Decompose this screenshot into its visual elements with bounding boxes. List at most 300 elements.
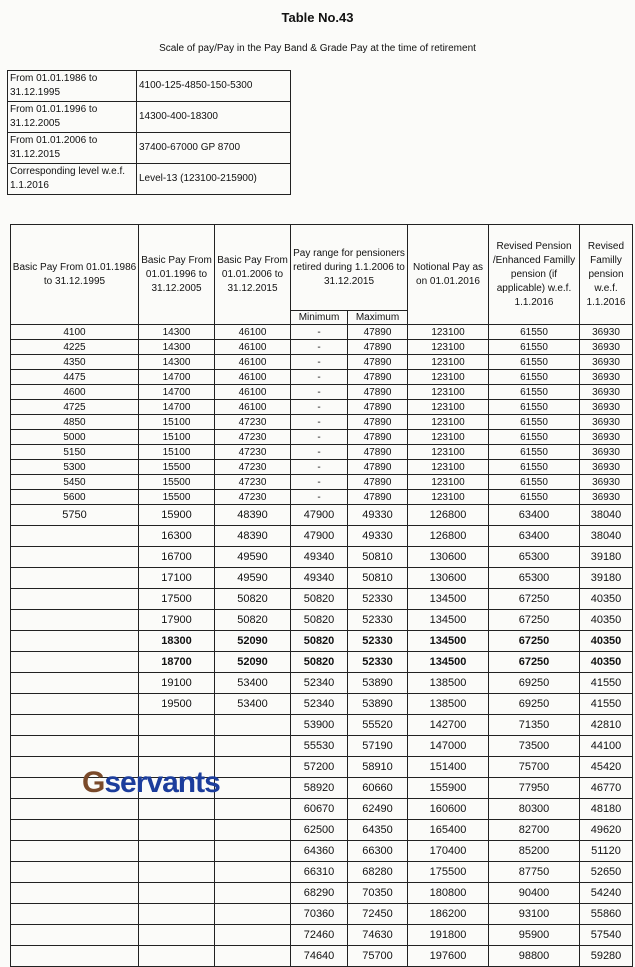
cell-range-minimum: 60670 xyxy=(291,799,348,820)
cell-basic-pay-2006 xyxy=(215,757,291,778)
table-row xyxy=(11,490,633,505)
table-row xyxy=(11,430,633,445)
cell-range-maximum: 64350 xyxy=(348,820,408,841)
cell-basic-pay-1996: 14300 xyxy=(139,340,215,355)
cell-range-minimum: - xyxy=(291,475,348,490)
cell-basic-pay-2006: 48390 xyxy=(215,505,291,526)
info-row xyxy=(8,102,291,133)
cell-family-pension: 39180 xyxy=(580,568,633,589)
cell-revised-pension: 98800 xyxy=(489,946,580,967)
header-pay-range: Pay range for pensioners retired during 1.1.2006 to 31.12.2015 xyxy=(291,225,408,311)
cell-basic-pay-1986: 5000 xyxy=(11,430,139,445)
cell-family-pension: 40350 xyxy=(580,652,633,673)
cell-basic-pay-1996 xyxy=(139,799,215,820)
cell-notional-pay: 147000 xyxy=(408,736,489,757)
cell-basic-pay-2006: 52090 xyxy=(215,631,291,652)
cell-range-minimum: - xyxy=(291,445,348,460)
cell-revised-pension: 61550 xyxy=(489,340,580,355)
cell-notional-pay: 165400 xyxy=(408,820,489,841)
cell-basic-pay-1996 xyxy=(139,841,215,862)
cell-range-minimum: 50820 xyxy=(291,631,348,652)
cell-basic-pay-2006: 46100 xyxy=(215,340,291,355)
cell-family-pension: 39180 xyxy=(580,547,633,568)
cell-basic-pay-1986: 5150 xyxy=(11,445,139,460)
cell-revised-pension: 67250 xyxy=(489,631,580,652)
cell-notional-pay: 142700 xyxy=(408,715,489,736)
cell-basic-pay-1986 xyxy=(11,673,139,694)
cell-notional-pay: 123100 xyxy=(408,400,489,415)
cell-basic-pay-1986: 5450 xyxy=(11,475,139,490)
cell-range-maximum: 62490 xyxy=(348,799,408,820)
cell-family-pension: 52650 xyxy=(580,862,633,883)
cell-basic-pay-2006 xyxy=(215,820,291,841)
cell-range-minimum: 47900 xyxy=(291,505,348,526)
cell-basic-pay-1986 xyxy=(11,925,139,946)
cell-family-pension: 42810 xyxy=(580,715,633,736)
cell-family-pension: 36930 xyxy=(580,490,633,505)
cell-range-maximum: 47890 xyxy=(348,475,408,490)
table-row xyxy=(11,694,633,715)
cell-notional-pay: 126800 xyxy=(408,505,489,526)
cell-basic-pay-2006 xyxy=(215,715,291,736)
cell-range-maximum: 47890 xyxy=(348,355,408,370)
cell-family-pension: 36930 xyxy=(580,385,633,400)
cell-basic-pay-1996: 16700 xyxy=(139,547,215,568)
cell-revised-pension: 73500 xyxy=(489,736,580,757)
cell-range-minimum: 50820 xyxy=(291,652,348,673)
cell-basic-pay-1986 xyxy=(11,841,139,862)
cell-range-maximum: 47890 xyxy=(348,400,408,415)
cell-notional-pay: 134500 xyxy=(408,652,489,673)
cell-notional-pay: 123100 xyxy=(408,475,489,490)
info-row xyxy=(8,164,291,195)
cell-basic-pay-1986 xyxy=(11,694,139,715)
header-basic-pay-1996: Basic Pay From 01.01.1996 to 31.12.2005 xyxy=(139,225,215,325)
table-row xyxy=(11,568,633,589)
cell-revised-pension: 65300 xyxy=(489,568,580,589)
cell-family-pension: 55860 xyxy=(580,904,633,925)
cell-range-maximum: 53890 xyxy=(348,694,408,715)
gservants-watermark xyxy=(82,766,220,800)
cell-range-minimum: - xyxy=(291,355,348,370)
cell-range-minimum: 50820 xyxy=(291,610,348,631)
cell-family-pension: 36930 xyxy=(580,430,633,445)
table-row xyxy=(11,862,633,883)
table-row xyxy=(11,736,633,757)
cell-range-minimum: - xyxy=(291,460,348,475)
cell-basic-pay-2006 xyxy=(215,904,291,925)
cell-basic-pay-1996 xyxy=(139,883,215,904)
cell-range-minimum: - xyxy=(291,430,348,445)
cell-basic-pay-1986: 4475 xyxy=(11,370,139,385)
table-row xyxy=(11,631,633,652)
cell-basic-pay-1986: 5750 xyxy=(11,505,139,526)
cell-range-maximum: 47890 xyxy=(348,430,408,445)
cell-basic-pay-1996 xyxy=(139,862,215,883)
info-label: From 01.01.1996 to 31.12.2005 xyxy=(8,102,137,133)
cell-basic-pay-1986 xyxy=(11,820,139,841)
cell-revised-pension: 67250 xyxy=(489,589,580,610)
cell-range-minimum: 58920 xyxy=(291,778,348,799)
cell-family-pension: 36930 xyxy=(580,415,633,430)
watermark-initial: G xyxy=(82,766,105,799)
cell-family-pension: 38040 xyxy=(580,505,633,526)
cell-basic-pay-2006: 49590 xyxy=(215,568,291,589)
cell-range-maximum: 50810 xyxy=(348,547,408,568)
table-row xyxy=(11,820,633,841)
cell-revised-pension: 87750 xyxy=(489,862,580,883)
cell-range-minimum: 62500 xyxy=(291,820,348,841)
cell-basic-pay-1986 xyxy=(11,883,139,904)
cell-family-pension: 49620 xyxy=(580,820,633,841)
cell-revised-pension: 75700 xyxy=(489,757,580,778)
table-row xyxy=(11,325,633,340)
cell-revised-pension: 67250 xyxy=(489,652,580,673)
table-row xyxy=(11,883,633,904)
table-subtitle: Scale of pay/Pay in the Pay Band & Grade Pay at the time of retirement xyxy=(159,43,476,54)
cell-notional-pay: 134500 xyxy=(408,589,489,610)
cell-family-pension: 40350 xyxy=(580,610,633,631)
table-row xyxy=(11,505,633,526)
cell-notional-pay: 123100 xyxy=(408,385,489,400)
cell-range-maximum: 52330 xyxy=(348,631,408,652)
cell-basic-pay-1996: 19500 xyxy=(139,694,215,715)
cell-revised-pension: 65300 xyxy=(489,547,580,568)
cell-range-maximum: 58910 xyxy=(348,757,408,778)
cell-basic-pay-2006: 53400 xyxy=(215,673,291,694)
cell-range-minimum: 52340 xyxy=(291,694,348,715)
cell-notional-pay: 186200 xyxy=(408,904,489,925)
cell-family-pension: 41550 xyxy=(580,673,633,694)
cell-range-maximum: 50810 xyxy=(348,568,408,589)
cell-basic-pay-1996: 15100 xyxy=(139,445,215,460)
cell-notional-pay: 134500 xyxy=(408,631,489,652)
cell-basic-pay-1986: 4850 xyxy=(11,415,139,430)
cell-notional-pay: 138500 xyxy=(408,673,489,694)
cell-range-maximum: 49330 xyxy=(348,526,408,547)
cell-basic-pay-1996 xyxy=(139,946,215,967)
cell-basic-pay-1996: 17900 xyxy=(139,610,215,631)
header-revised-family-pension: Revised Familly pension w.e.f. 1.1.2016 xyxy=(580,225,633,325)
cell-basic-pay-2006 xyxy=(215,736,291,757)
table-row xyxy=(11,715,633,736)
cell-basic-pay-1996: 15900 xyxy=(139,505,215,526)
cell-basic-pay-1986 xyxy=(11,526,139,547)
cell-range-maximum: 47890 xyxy=(348,460,408,475)
watermark-text: servants xyxy=(104,766,220,799)
cell-basic-pay-2006: 47230 xyxy=(215,490,291,505)
cell-family-pension: 36930 xyxy=(580,325,633,340)
cell-notional-pay: 134500 xyxy=(408,610,489,631)
cell-family-pension: 44100 xyxy=(580,736,633,757)
cell-revised-pension: 69250 xyxy=(489,694,580,715)
cell-family-pension: 38040 xyxy=(580,526,633,547)
cell-basic-pay-1986 xyxy=(11,547,139,568)
cell-range-minimum: 74640 xyxy=(291,946,348,967)
table-row xyxy=(11,385,633,400)
cell-basic-pay-1996: 15500 xyxy=(139,475,215,490)
cell-range-maximum: 47890 xyxy=(348,490,408,505)
cell-range-minimum: - xyxy=(291,325,348,340)
cell-basic-pay-2006 xyxy=(215,841,291,862)
cell-revised-pension: 61550 xyxy=(489,385,580,400)
cell-range-maximum: 47890 xyxy=(348,370,408,385)
cell-basic-pay-1996 xyxy=(139,925,215,946)
cell-basic-pay-2006 xyxy=(215,883,291,904)
cell-family-pension: 36930 xyxy=(580,475,633,490)
cell-basic-pay-1996: 18700 xyxy=(139,652,215,673)
table-row xyxy=(11,589,633,610)
cell-range-maximum: 47890 xyxy=(348,415,408,430)
cell-range-maximum: 53890 xyxy=(348,673,408,694)
header-basic-pay-2006: Basic Pay From 01.01.2006 to 31.12.2015 xyxy=(215,225,291,325)
cell-basic-pay-1986 xyxy=(11,799,139,820)
cell-notional-pay: 123100 xyxy=(408,415,489,430)
cell-basic-pay-1996 xyxy=(139,904,215,925)
table-row xyxy=(11,799,633,820)
cell-range-minimum: 72460 xyxy=(291,925,348,946)
cell-family-pension: 46770 xyxy=(580,778,633,799)
cell-notional-pay: 155900 xyxy=(408,778,489,799)
table-row xyxy=(11,355,633,370)
header-maximum: Maximum xyxy=(348,311,408,325)
cell-revised-pension: 82700 xyxy=(489,820,580,841)
cell-notional-pay: 138500 xyxy=(408,694,489,715)
info-value: 4100-125-4850-150-5300 xyxy=(137,71,291,102)
cell-revised-pension: 61550 xyxy=(489,400,580,415)
cell-revised-pension: 61550 xyxy=(489,325,580,340)
cell-basic-pay-1986: 5300 xyxy=(11,460,139,475)
table-row xyxy=(11,445,633,460)
cell-range-minimum: 70360 xyxy=(291,904,348,925)
header-revised-pension: Revised Pension /Enhanced Familly pension (if applicable) w.e.f. 1.1.2016 xyxy=(489,225,580,325)
cell-family-pension: 45420 xyxy=(580,757,633,778)
table-row xyxy=(11,841,633,862)
cell-range-maximum: 72450 xyxy=(348,904,408,925)
cell-notional-pay: 175500 xyxy=(408,862,489,883)
table-title: Table No.43 xyxy=(281,10,354,25)
cell-basic-pay-1986: 4350 xyxy=(11,355,139,370)
cell-revised-pension: 93100 xyxy=(489,904,580,925)
cell-range-minimum: 64360 xyxy=(291,841,348,862)
cell-family-pension: 51120 xyxy=(580,841,633,862)
cell-range-minimum: 49340 xyxy=(291,568,348,589)
cell-basic-pay-1986 xyxy=(11,946,139,967)
cell-basic-pay-1986 xyxy=(11,631,139,652)
cell-revised-pension: 61550 xyxy=(489,370,580,385)
cell-basic-pay-1996 xyxy=(139,715,215,736)
cell-basic-pay-1986: 4725 xyxy=(11,400,139,415)
cell-family-pension: 36930 xyxy=(580,340,633,355)
cell-basic-pay-2006: 46100 xyxy=(215,355,291,370)
cell-notional-pay: 123100 xyxy=(408,445,489,460)
cell-basic-pay-1986 xyxy=(11,610,139,631)
cell-family-pension: 36930 xyxy=(580,370,633,385)
info-value: 37400-67000 GP 8700 xyxy=(137,133,291,164)
cell-basic-pay-1986 xyxy=(11,568,139,589)
cell-notional-pay: 123100 xyxy=(408,370,489,385)
cell-revised-pension: 85200 xyxy=(489,841,580,862)
cell-range-maximum: 47890 xyxy=(348,445,408,460)
cell-basic-pay-1996: 15100 xyxy=(139,430,215,445)
cell-range-minimum: - xyxy=(291,370,348,385)
cell-basic-pay-2006 xyxy=(215,946,291,967)
cell-basic-pay-1986 xyxy=(11,652,139,673)
cell-range-minimum: - xyxy=(291,400,348,415)
cell-basic-pay-1986 xyxy=(11,715,139,736)
cell-basic-pay-1996: 17100 xyxy=(139,568,215,589)
table-row xyxy=(11,370,633,385)
info-row xyxy=(8,71,291,102)
cell-basic-pay-2006 xyxy=(215,925,291,946)
cell-basic-pay-1986 xyxy=(11,904,139,925)
cell-basic-pay-2006: 47230 xyxy=(215,475,291,490)
table-row xyxy=(11,547,633,568)
cell-range-minimum: 68290 xyxy=(291,883,348,904)
cell-basic-pay-2006: 46100 xyxy=(215,400,291,415)
cell-range-maximum: 68280 xyxy=(348,862,408,883)
cell-notional-pay: 180800 xyxy=(408,883,489,904)
header-basic-pay-1986: Basic Pay From 01.01.1986 to 31.12.1995 xyxy=(11,225,139,325)
info-value: Level-13 (123100-215900) xyxy=(137,164,291,195)
table-row xyxy=(11,673,633,694)
cell-revised-pension: 61550 xyxy=(489,355,580,370)
cell-basic-pay-1996: 14300 xyxy=(139,325,215,340)
table-row xyxy=(11,475,633,490)
cell-basic-pay-1986 xyxy=(11,862,139,883)
cell-basic-pay-2006: 46100 xyxy=(215,325,291,340)
cell-basic-pay-1996: 19100 xyxy=(139,673,215,694)
cell-basic-pay-2006: 47230 xyxy=(215,430,291,445)
cell-notional-pay: 123100 xyxy=(408,355,489,370)
cell-revised-pension: 61550 xyxy=(489,475,580,490)
cell-notional-pay: 170400 xyxy=(408,841,489,862)
cell-range-minimum: - xyxy=(291,340,348,355)
table-row xyxy=(11,946,633,967)
cell-range-minimum: 52340 xyxy=(291,673,348,694)
cell-basic-pay-1996: 14700 xyxy=(139,400,215,415)
cell-basic-pay-2006: 49590 xyxy=(215,547,291,568)
cell-family-pension: 54240 xyxy=(580,883,633,904)
cell-basic-pay-2006: 47230 xyxy=(215,415,291,430)
pension-table xyxy=(10,224,633,967)
cell-notional-pay: 126800 xyxy=(408,526,489,547)
cell-basic-pay-2006: 52090 xyxy=(215,652,291,673)
cell-basic-pay-1986 xyxy=(11,589,139,610)
cell-basic-pay-1996: 14700 xyxy=(139,385,215,400)
info-label: From 01.01.2006 to 31.12.2015 xyxy=(8,133,137,164)
cell-range-maximum: 70350 xyxy=(348,883,408,904)
cell-notional-pay: 123100 xyxy=(408,325,489,340)
cell-basic-pay-2006: 46100 xyxy=(215,385,291,400)
cell-family-pension: 41550 xyxy=(580,694,633,715)
cell-range-maximum: 52330 xyxy=(348,610,408,631)
cell-basic-pay-1996: 15100 xyxy=(139,415,215,430)
cell-basic-pay-1996: 14700 xyxy=(139,370,215,385)
cell-revised-pension: 61550 xyxy=(489,460,580,475)
cell-family-pension: 36930 xyxy=(580,445,633,460)
cell-family-pension: 59280 xyxy=(580,946,633,967)
table-row xyxy=(11,610,633,631)
cell-range-maximum: 75700 xyxy=(348,946,408,967)
cell-notional-pay: 191800 xyxy=(408,925,489,946)
cell-family-pension: 36930 xyxy=(580,355,633,370)
cell-revised-pension: 61550 xyxy=(489,490,580,505)
cell-range-maximum: 47890 xyxy=(348,325,408,340)
cell-basic-pay-1996 xyxy=(139,736,215,757)
cell-revised-pension: 67250 xyxy=(489,610,580,631)
cell-revised-pension: 61550 xyxy=(489,430,580,445)
cell-range-minimum: 50820 xyxy=(291,589,348,610)
table-row xyxy=(11,415,633,430)
cell-range-maximum: 57190 xyxy=(348,736,408,757)
cell-revised-pension: 61550 xyxy=(489,415,580,430)
pay-scale-info-table xyxy=(7,70,291,195)
cell-revised-pension: 80300 xyxy=(489,799,580,820)
cell-notional-pay: 130600 xyxy=(408,568,489,589)
cell-basic-pay-1986: 4100 xyxy=(11,325,139,340)
cell-basic-pay-2006: 53400 xyxy=(215,694,291,715)
cell-revised-pension: 90400 xyxy=(489,883,580,904)
header-notional-pay: Notional Pay as on 01.01.2016 xyxy=(408,225,489,325)
cell-basic-pay-2006: 47230 xyxy=(215,460,291,475)
cell-revised-pension: 71350 xyxy=(489,715,580,736)
cell-basic-pay-2006: 50820 xyxy=(215,589,291,610)
cell-notional-pay: 151400 xyxy=(408,757,489,778)
cell-notional-pay: 123100 xyxy=(408,430,489,445)
cell-range-minimum: 66310 xyxy=(291,862,348,883)
cell-basic-pay-2006: 46100 xyxy=(215,370,291,385)
cell-range-maximum: 74630 xyxy=(348,925,408,946)
cell-family-pension: 48180 xyxy=(580,799,633,820)
cell-basic-pay-2006: 50820 xyxy=(215,610,291,631)
cell-notional-pay: 197600 xyxy=(408,946,489,967)
cell-notional-pay: 123100 xyxy=(408,460,489,475)
cell-range-minimum: 53900 xyxy=(291,715,348,736)
cell-range-maximum: 52330 xyxy=(348,652,408,673)
cell-notional-pay: 123100 xyxy=(408,340,489,355)
info-label: Corresponding level w.e.f. 1.1.2016 xyxy=(8,164,137,195)
cell-basic-pay-1996: 14300 xyxy=(139,355,215,370)
cell-range-minimum: - xyxy=(291,385,348,400)
cell-basic-pay-1996 xyxy=(139,820,215,841)
info-value: 14300-400-18300 xyxy=(137,102,291,133)
table-row xyxy=(11,904,633,925)
cell-family-pension: 57540 xyxy=(580,925,633,946)
cell-basic-pay-1986: 5600 xyxy=(11,490,139,505)
cell-revised-pension: 95900 xyxy=(489,925,580,946)
info-label: From 01.01.1986 to 31.12.1995 xyxy=(8,71,137,102)
cell-range-minimum: - xyxy=(291,415,348,430)
table-row xyxy=(11,400,633,415)
table-row xyxy=(11,340,633,355)
cell-revised-pension: 61550 xyxy=(489,445,580,460)
cell-basic-pay-1996: 17500 xyxy=(139,589,215,610)
cell-revised-pension: 77950 xyxy=(489,778,580,799)
cell-notional-pay: 123100 xyxy=(408,490,489,505)
cell-revised-pension: 63400 xyxy=(489,505,580,526)
table-row xyxy=(11,460,633,475)
cell-range-minimum: - xyxy=(291,490,348,505)
cell-basic-pay-1996: 16300 xyxy=(139,526,215,547)
cell-range-maximum: 49330 xyxy=(348,505,408,526)
cell-range-maximum: 52330 xyxy=(348,589,408,610)
cell-notional-pay: 160600 xyxy=(408,799,489,820)
cell-range-minimum: 47900 xyxy=(291,526,348,547)
header-minimum: Minimum xyxy=(291,311,348,325)
cell-basic-pay-2006: 47230 xyxy=(215,445,291,460)
cell-range-minimum: 57200 xyxy=(291,757,348,778)
